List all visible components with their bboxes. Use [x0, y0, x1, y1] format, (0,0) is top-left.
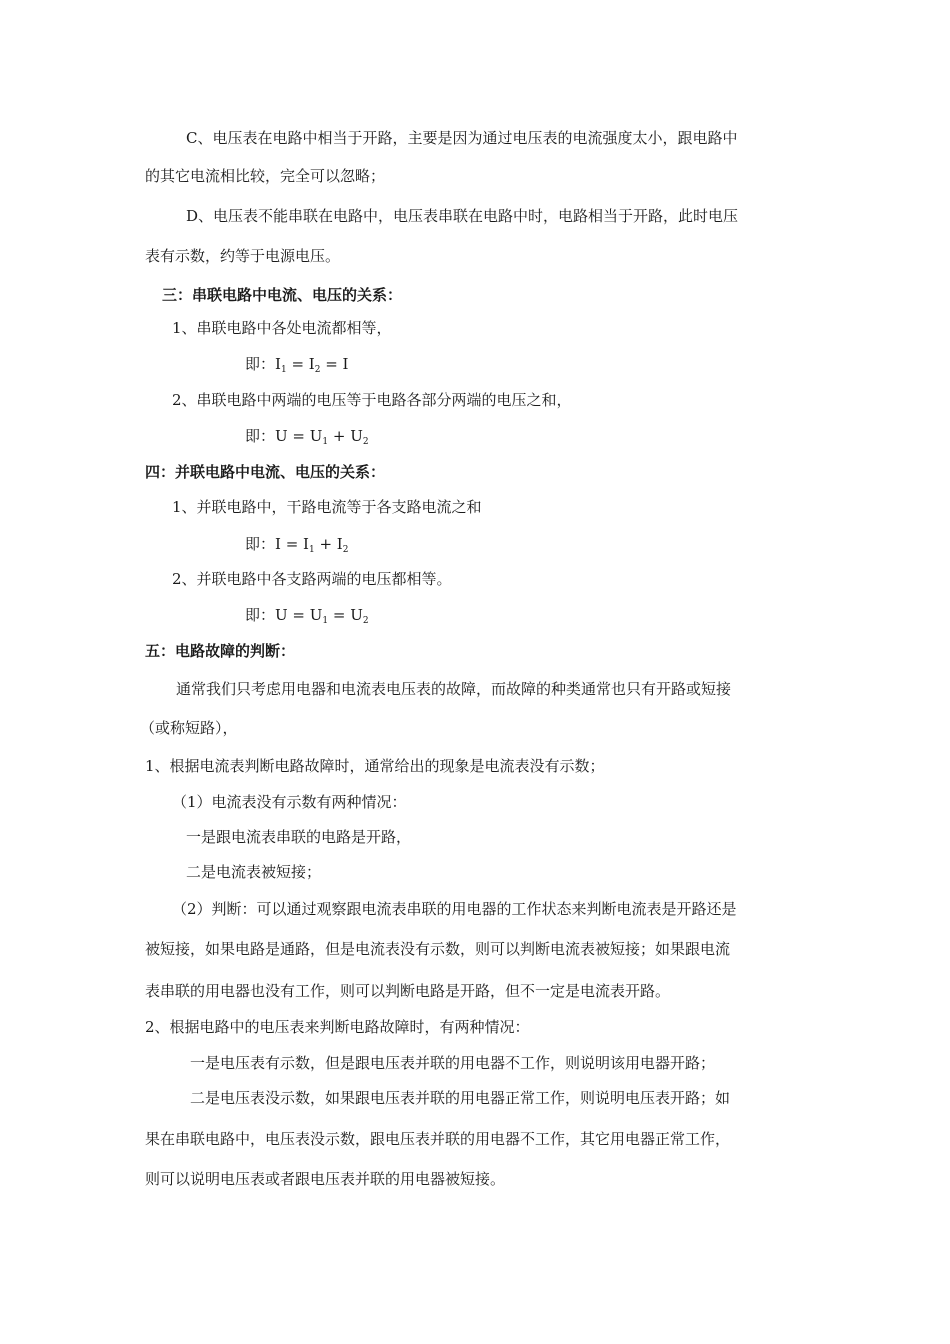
section-heading-4: 四：并联电路中电流、电压的关系： [145, 463, 386, 481]
paragraph-d-line-2: 表有示数，约等于电源电压。 [145, 247, 341, 265]
paragraph-d-line-1: D、电压表不能串联在电路中，电压表串联在电路中时，电路相当于开路，此时电压 [186, 207, 739, 225]
voltmeter-case-2-line-1: 二是电压表没示数，如果跟电压表并联的用电器正常工作，则说明电压表开路；如 [190, 1089, 731, 1107]
ammeter-rule: 1、根据电流表判断电路故障时，通常给出的现象是电流表没有示数； [145, 757, 605, 775]
parallel-rule-2: 2、并联电路中各支路两端的电压都相等。 [172, 570, 452, 588]
series-rule-1: 1、串联电路中各处电流都相等， [172, 319, 392, 337]
parallel-rule-1: 1、并联电路中，干路电流等于各支路电流之和 [172, 498, 482, 516]
fault-intro-line-2: （或称短路）， [140, 719, 238, 737]
ammeter-judge-line-2: 被短接，如果电路是通路，但是电流表没有示数，则可以判断电流表被短接；如果跟电流 [145, 940, 731, 958]
voltmeter-case-2-line-3: 则可以说明电压表或者跟电压表并联的用电器被短接。 [145, 1170, 506, 1188]
ammeter-judge-line-3: 表串联的用电器也没有工作，则可以判断电路是开路，但不一定是电流表开路。 [145, 982, 671, 1000]
ammeter-case-1: 一是跟电流表串联的电路是开路， [186, 828, 412, 846]
voltmeter-case-2-line-2: 果在串联电路中，电压表没示数，跟电压表并联的用电器不工作，其它用电器正常工作， [145, 1130, 731, 1148]
section-heading-5: 五：电路故障的判断： [145, 642, 296, 660]
series-rule-2: 2、串联电路中两端的电压等于电路各部分两端的电压之和， [172, 391, 572, 409]
fault-intro-line-1: 通常我们只考虑用电器和电流表电压表的故障，而故障的种类通常也只有开路或短接 [176, 680, 732, 698]
paragraph-c-line-2: 的其它电流相比较，完全可以忽略； [145, 167, 386, 185]
voltmeter-rule: 2、根据电路中的电压表来判断电路故障时，有两种情况： [145, 1018, 530, 1036]
parallel-formula-1: 即：$I = I_1 + I_2$ [245, 535, 349, 555]
ammeter-judge-line-1: （2）判断：可以通过观察跟电流表串联的用电器的工作状态来判断电流表是开路还是 [172, 900, 737, 918]
ammeter-case-2: 二是电流表被短接； [186, 863, 322, 881]
series-formula-2: 即：$U = U_1 + U_2$ [245, 427, 369, 447]
series-formula-1: 即：$I_1 = I_2 = I$ [245, 355, 349, 375]
ammeter-case-heading: （1）电流表没有示数有两种情况： [172, 793, 407, 811]
parallel-formula-2: 即：$U = U_1 = U_2$ [245, 606, 369, 626]
voltmeter-case-1: 一是电压表有示数，但是跟电压表并联的用电器不工作，则说明该用电器开路； [190, 1054, 716, 1072]
section-heading-3: 三：串联电路中电流、电压的关系： [162, 286, 403, 304]
paragraph-c-line-1: C、电压表在电路中相当于开路，主要是因为通过电压表的电流强度太小，跟电路中 [186, 129, 738, 147]
